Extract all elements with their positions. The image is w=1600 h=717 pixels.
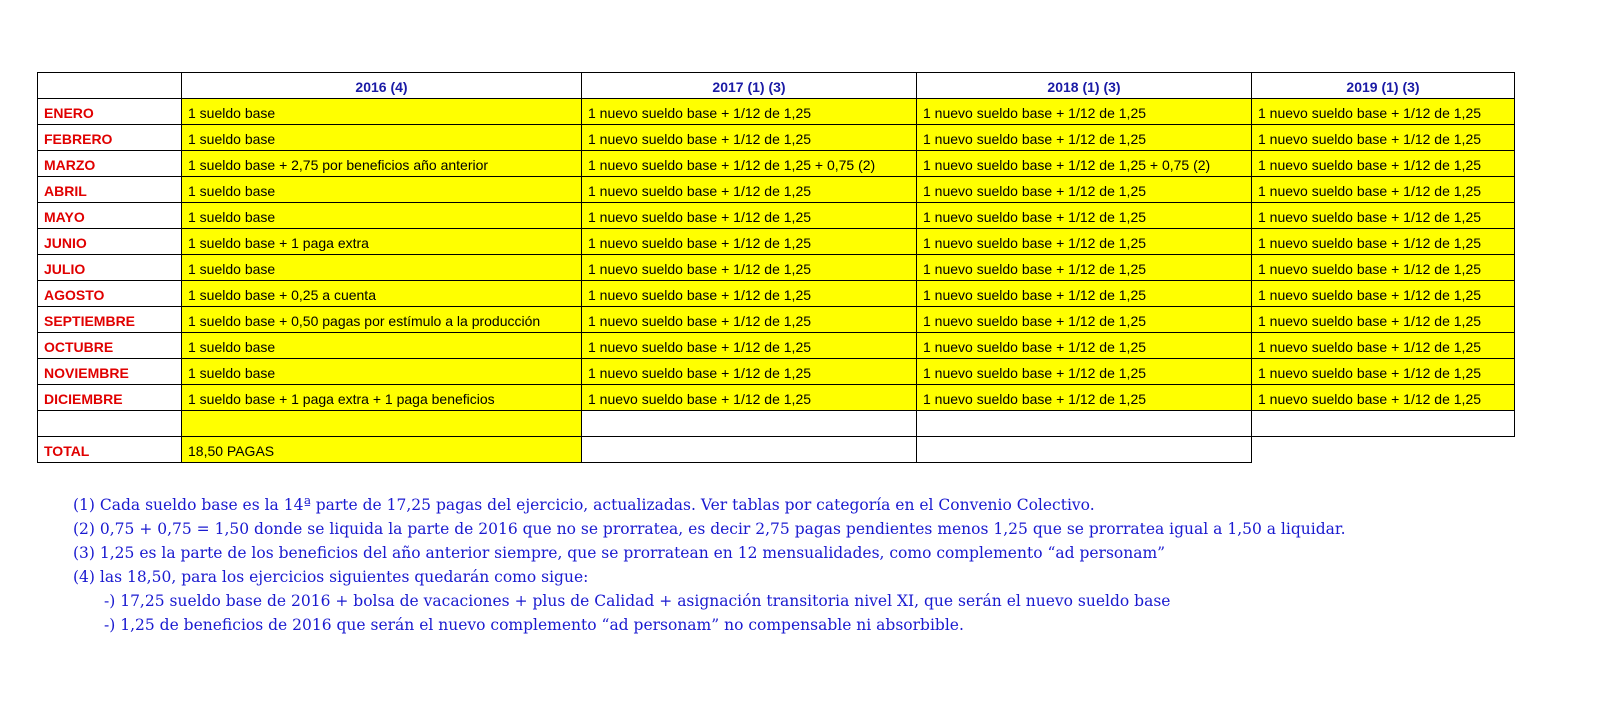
table-row-total (38, 437, 1515, 463)
cell-2019: 1 nuevo sueldo base + 1/12 de 1,25 (1252, 99, 1515, 125)
cell-2018: 1 nuevo sueldo base + 1/12 de 1,25 (917, 255, 1252, 281)
cell-2019: 1 nuevo sueldo base + 1/12 de 1,25 (1252, 229, 1515, 255)
cell-2017: 1 nuevo sueldo base + 1/12 de 1,25 (582, 359, 917, 385)
cell-2018: 1 nuevo sueldo base + 1/12 de 1,25 (917, 125, 1252, 151)
cell-2016: 1 sueldo base + 1 paga extra (182, 229, 582, 255)
blank-cell-2017 (582, 411, 917, 437)
cell-2016: 1 sueldo base (182, 359, 582, 385)
cell-2019: 1 nuevo sueldo base + 1/12 de 1,25 (1252, 255, 1515, 281)
cell-2017: 1 nuevo sueldo base + 1/12 de 1,25 (582, 333, 917, 359)
total-cell-2018 (917, 437, 1252, 463)
blank-cell-2019 (1252, 411, 1515, 437)
cell-2016: 1 sueldo base + 0,50 pagas por estímulo a la producción (182, 307, 582, 333)
header-2019: 2019 (1) (3) (1252, 73, 1515, 99)
month-label: MARZO (38, 151, 182, 177)
month-label: AGOSTO (38, 281, 182, 307)
cell-2016: 1 sueldo base + 1 paga extra + 1 paga beneficios (182, 385, 582, 411)
footnote-2: (2) 0,75 + 0,75 = 1,50 donde se liquida la parte de 2016 que no se prorratea, es decir 2,75 pagas pendientes menos 1,25 que se prorratea igual a 1,50 a liquidar. (73, 520, 1346, 538)
cell-2019: 1 nuevo sueldo base + 1/12 de 1,25 (1252, 177, 1515, 203)
cell-2017: 1 nuevo sueldo base + 1/12 de 1,25 + 0,75 (2) (582, 151, 917, 177)
table-row (38, 333, 1515, 359)
cell-2017: 1 nuevo sueldo base + 1/12 de 1,25 (582, 177, 917, 203)
cell-2019: 1 nuevo sueldo base + 1/12 de 1,25 (1252, 359, 1515, 385)
month-label: JUNIO (38, 229, 182, 255)
footnotes (73, 493, 1346, 637)
month-label: DICIEMBRE (38, 385, 182, 411)
cell-2018: 1 nuevo sueldo base + 1/12 de 1,25 (917, 177, 1252, 203)
blank-cell-2016 (182, 411, 582, 437)
header-2016: 2016 (4) (182, 73, 582, 99)
month-label: OCTUBRE (38, 333, 182, 359)
table-row (38, 229, 1515, 255)
cell-2019: 1 nuevo sueldo base + 1/12 de 1,25 (1252, 151, 1515, 177)
cell-2016: 1 sueldo base (182, 99, 582, 125)
header-2018: 2018 (1) (3) (917, 73, 1252, 99)
table-row (38, 359, 1515, 385)
table-row (38, 255, 1515, 281)
month-label: ABRIL (38, 177, 182, 203)
cell-2018: 1 nuevo sueldo base + 1/12 de 1,25 (917, 307, 1252, 333)
month-label: JULIO (38, 255, 182, 281)
cell-2019: 1 nuevo sueldo base + 1/12 de 1,25 (1252, 125, 1515, 151)
table-row (38, 385, 1515, 411)
cell-2017: 1 nuevo sueldo base + 1/12 de 1,25 (582, 255, 917, 281)
total-value: 18,50 PAGAS (182, 437, 582, 463)
table-row (38, 151, 1515, 177)
cell-2016: 1 sueldo base (182, 255, 582, 281)
blank-cell-label (38, 411, 182, 437)
cell-2018: 1 nuevo sueldo base + 1/12 de 1,25 (917, 99, 1252, 125)
table-row (38, 177, 1515, 203)
header-empty (38, 73, 182, 99)
total-cell-2019 (1252, 437, 1515, 463)
month-label: SEPTIEMBRE (38, 307, 182, 333)
cell-2016: 1 sueldo base (182, 333, 582, 359)
cell-2019: 1 nuevo sueldo base + 1/12 de 1,25 (1252, 307, 1515, 333)
cell-2017: 1 nuevo sueldo base + 1/12 de 1,25 (582, 281, 917, 307)
header-2017: 2017 (1) (3) (582, 73, 917, 99)
table-row (38, 203, 1515, 229)
subnote-1: -) 17,25 sueldo base de 2016 + bolsa de vacaciones + plus de Calidad + asignación transitoria nivel XI, que serán el nuevo sueldo base (104, 592, 1171, 610)
month-label: FEBRERO (38, 125, 182, 151)
total-cell-2017 (582, 437, 917, 463)
table-row (38, 307, 1515, 333)
cell-2019: 1 nuevo sueldo base + 1/12 de 1,25 (1252, 333, 1515, 359)
cell-2018: 1 nuevo sueldo base + 1/12 de 1,25 (917, 281, 1252, 307)
cell-2016: 1 sueldo base + 2,75 por beneficios año anterior (182, 151, 582, 177)
cell-2016: 1 sueldo base + 0,25 a cuenta (182, 281, 582, 307)
table-row-blank (38, 411, 1515, 437)
footnote-3: (3) 1,25 es la parte de los beneficios del año anterior siempre, que se prorratean en 12 mensualidades, como complemento “ad personam” (73, 544, 1166, 562)
cell-2018: 1 nuevo sueldo base + 1/12 de 1,25 (917, 229, 1252, 255)
cell-2017: 1 nuevo sueldo base + 1/12 de 1,25 (582, 229, 917, 255)
cell-2017: 1 nuevo sueldo base + 1/12 de 1,25 (582, 385, 917, 411)
cell-2017: 1 nuevo sueldo base + 1/12 de 1,25 (582, 307, 917, 333)
cell-2018: 1 nuevo sueldo base + 1/12 de 1,25 (917, 333, 1252, 359)
cell-2018: 1 nuevo sueldo base + 1/12 de 1,25 (917, 359, 1252, 385)
cell-2016: 1 sueldo base (182, 177, 582, 203)
cell-2016: 1 sueldo base (182, 125, 582, 151)
footnote-4: (4) las 18,50, para los ejercicios siguientes quedarán como sigue: (73, 568, 589, 586)
cell-2017: 1 nuevo sueldo base + 1/12 de 1,25 (582, 125, 917, 151)
cell-2019: 1 nuevo sueldo base + 1/12 de 1,25 (1252, 281, 1515, 307)
cell-2016: 1 sueldo base (182, 203, 582, 229)
header-row (38, 73, 1515, 99)
cell-2018: 1 nuevo sueldo base + 1/12 de 1,25 (917, 203, 1252, 229)
cell-2018: 1 nuevo sueldo base + 1/12 de 1,25 (917, 385, 1252, 411)
table-row (38, 99, 1515, 125)
cell-2017: 1 nuevo sueldo base + 1/12 de 1,25 (582, 203, 917, 229)
total-label: TOTAL (38, 437, 182, 463)
table-row (38, 125, 1515, 151)
footnote-1: (1) Cada sueldo base es la 14ª parte de 17,25 pagas del ejercicio, actualizadas. Ver tablas por categoría en el Convenio Colectivo. (73, 496, 1095, 514)
month-label: ENERO (38, 99, 182, 125)
salary-table (37, 72, 1515, 463)
table-row (38, 281, 1515, 307)
month-label: NOVIEMBRE (38, 359, 182, 385)
cell-2019: 1 nuevo sueldo base + 1/12 de 1,25 (1252, 203, 1515, 229)
subnote-2: -) 1,25 de beneficios de 2016 que serán el nuevo complemento “ad personam” no compensable ni absorbible. (104, 616, 964, 634)
cell-2019: 1 nuevo sueldo base + 1/12 de 1,25 (1252, 385, 1515, 411)
month-label: MAYO (38, 203, 182, 229)
cell-2017: 1 nuevo sueldo base + 1/12 de 1,25 (582, 99, 917, 125)
cell-2018: 1 nuevo sueldo base + 1/12 de 1,25 + 0,75 (2) (917, 151, 1252, 177)
blank-cell-2018 (917, 411, 1252, 437)
